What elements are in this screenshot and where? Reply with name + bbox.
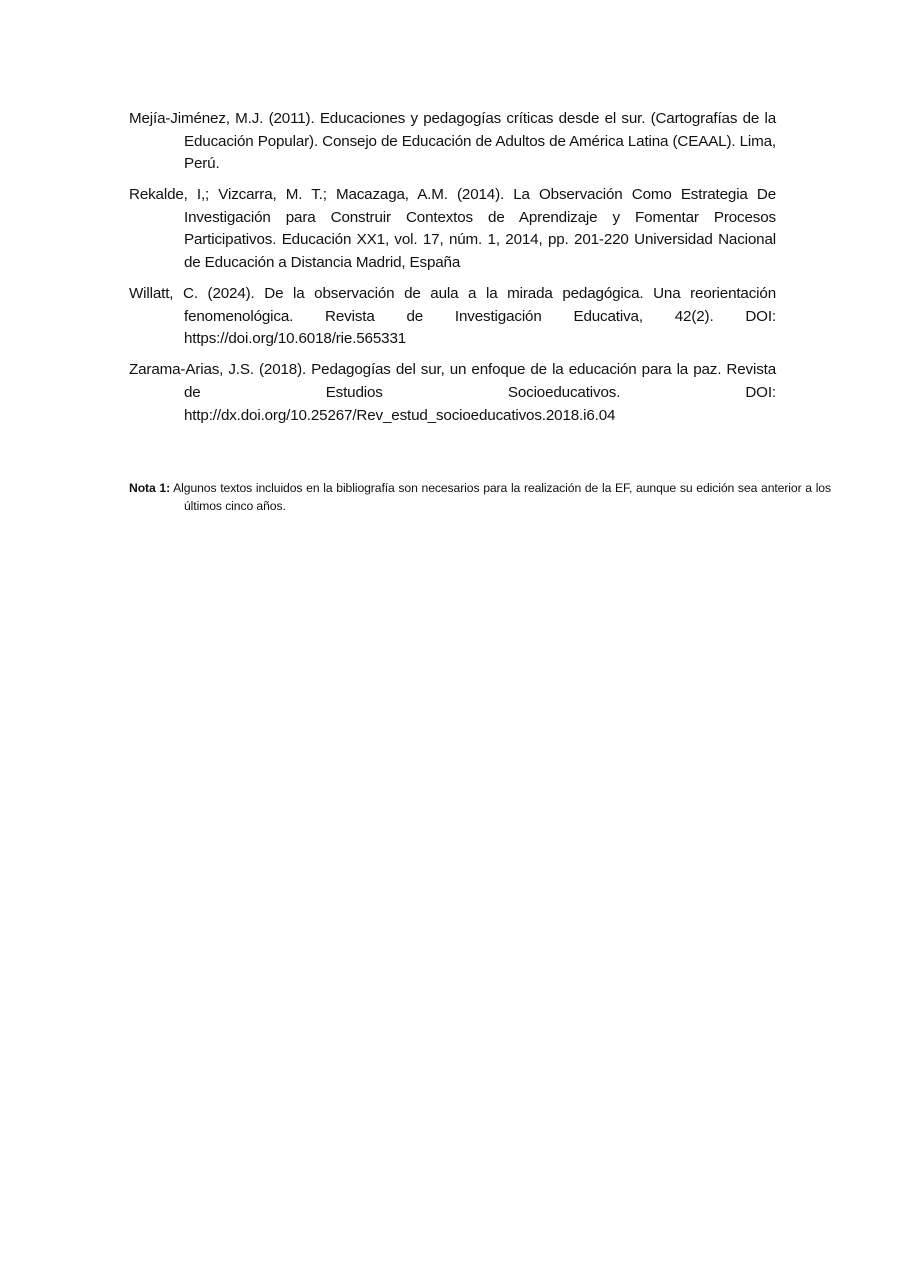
note-label: Nota 1: <box>129 481 171 495</box>
reference-entry: Mejía-Jiménez, M.J. (2011). Educaciones y pedagogías críticas desde el sur. (Cartografías de la Educación Popular). Consejo de Educación de Adultos de América Latina (CEAAL). Lima, Perú. <box>129 110 776 173</box>
bibliography-list <box>129 108 776 436</box>
bibliography-note <box>129 480 831 515</box>
reference-entry: Zarama-Arias, J.S. (2018). Pedagogías del sur, un enfoque de la educación para la paz. Revista de Estudios Socioeducativos. DOI: http://dx.doi.org/10.25267/Rev_estud_socioeducativos.2018.i6.04 <box>129 361 776 424</box>
reference-entry: Rekalde, I,; Vizcarra, M. T.; Macazaga, A.M. (2014). La Observación Como Estrategia De Investigación para Construir Contextos de Aprendizaje y Fomentar Procesos Participativos. Educación XX1, vol. 17, núm. 1, 2014, pp. 201-220 Universidad Nacional de Educación a Distancia Madrid, España <box>129 186 776 272</box>
note-text: Algunos textos incluidos en la bibliografía son necesarios para la realización de la EF, aunque su edición sea anterior a los últimos cinco años. <box>173 481 831 513</box>
reference-entry: Willatt, C. (2024). De la observación de aula a la mirada pedagógica. Una reorientación fenomenológica. Revista de Investigación Educativa, 42(2). DOI: https://doi.org/10.6018/rie.565331 <box>129 285 776 348</box>
